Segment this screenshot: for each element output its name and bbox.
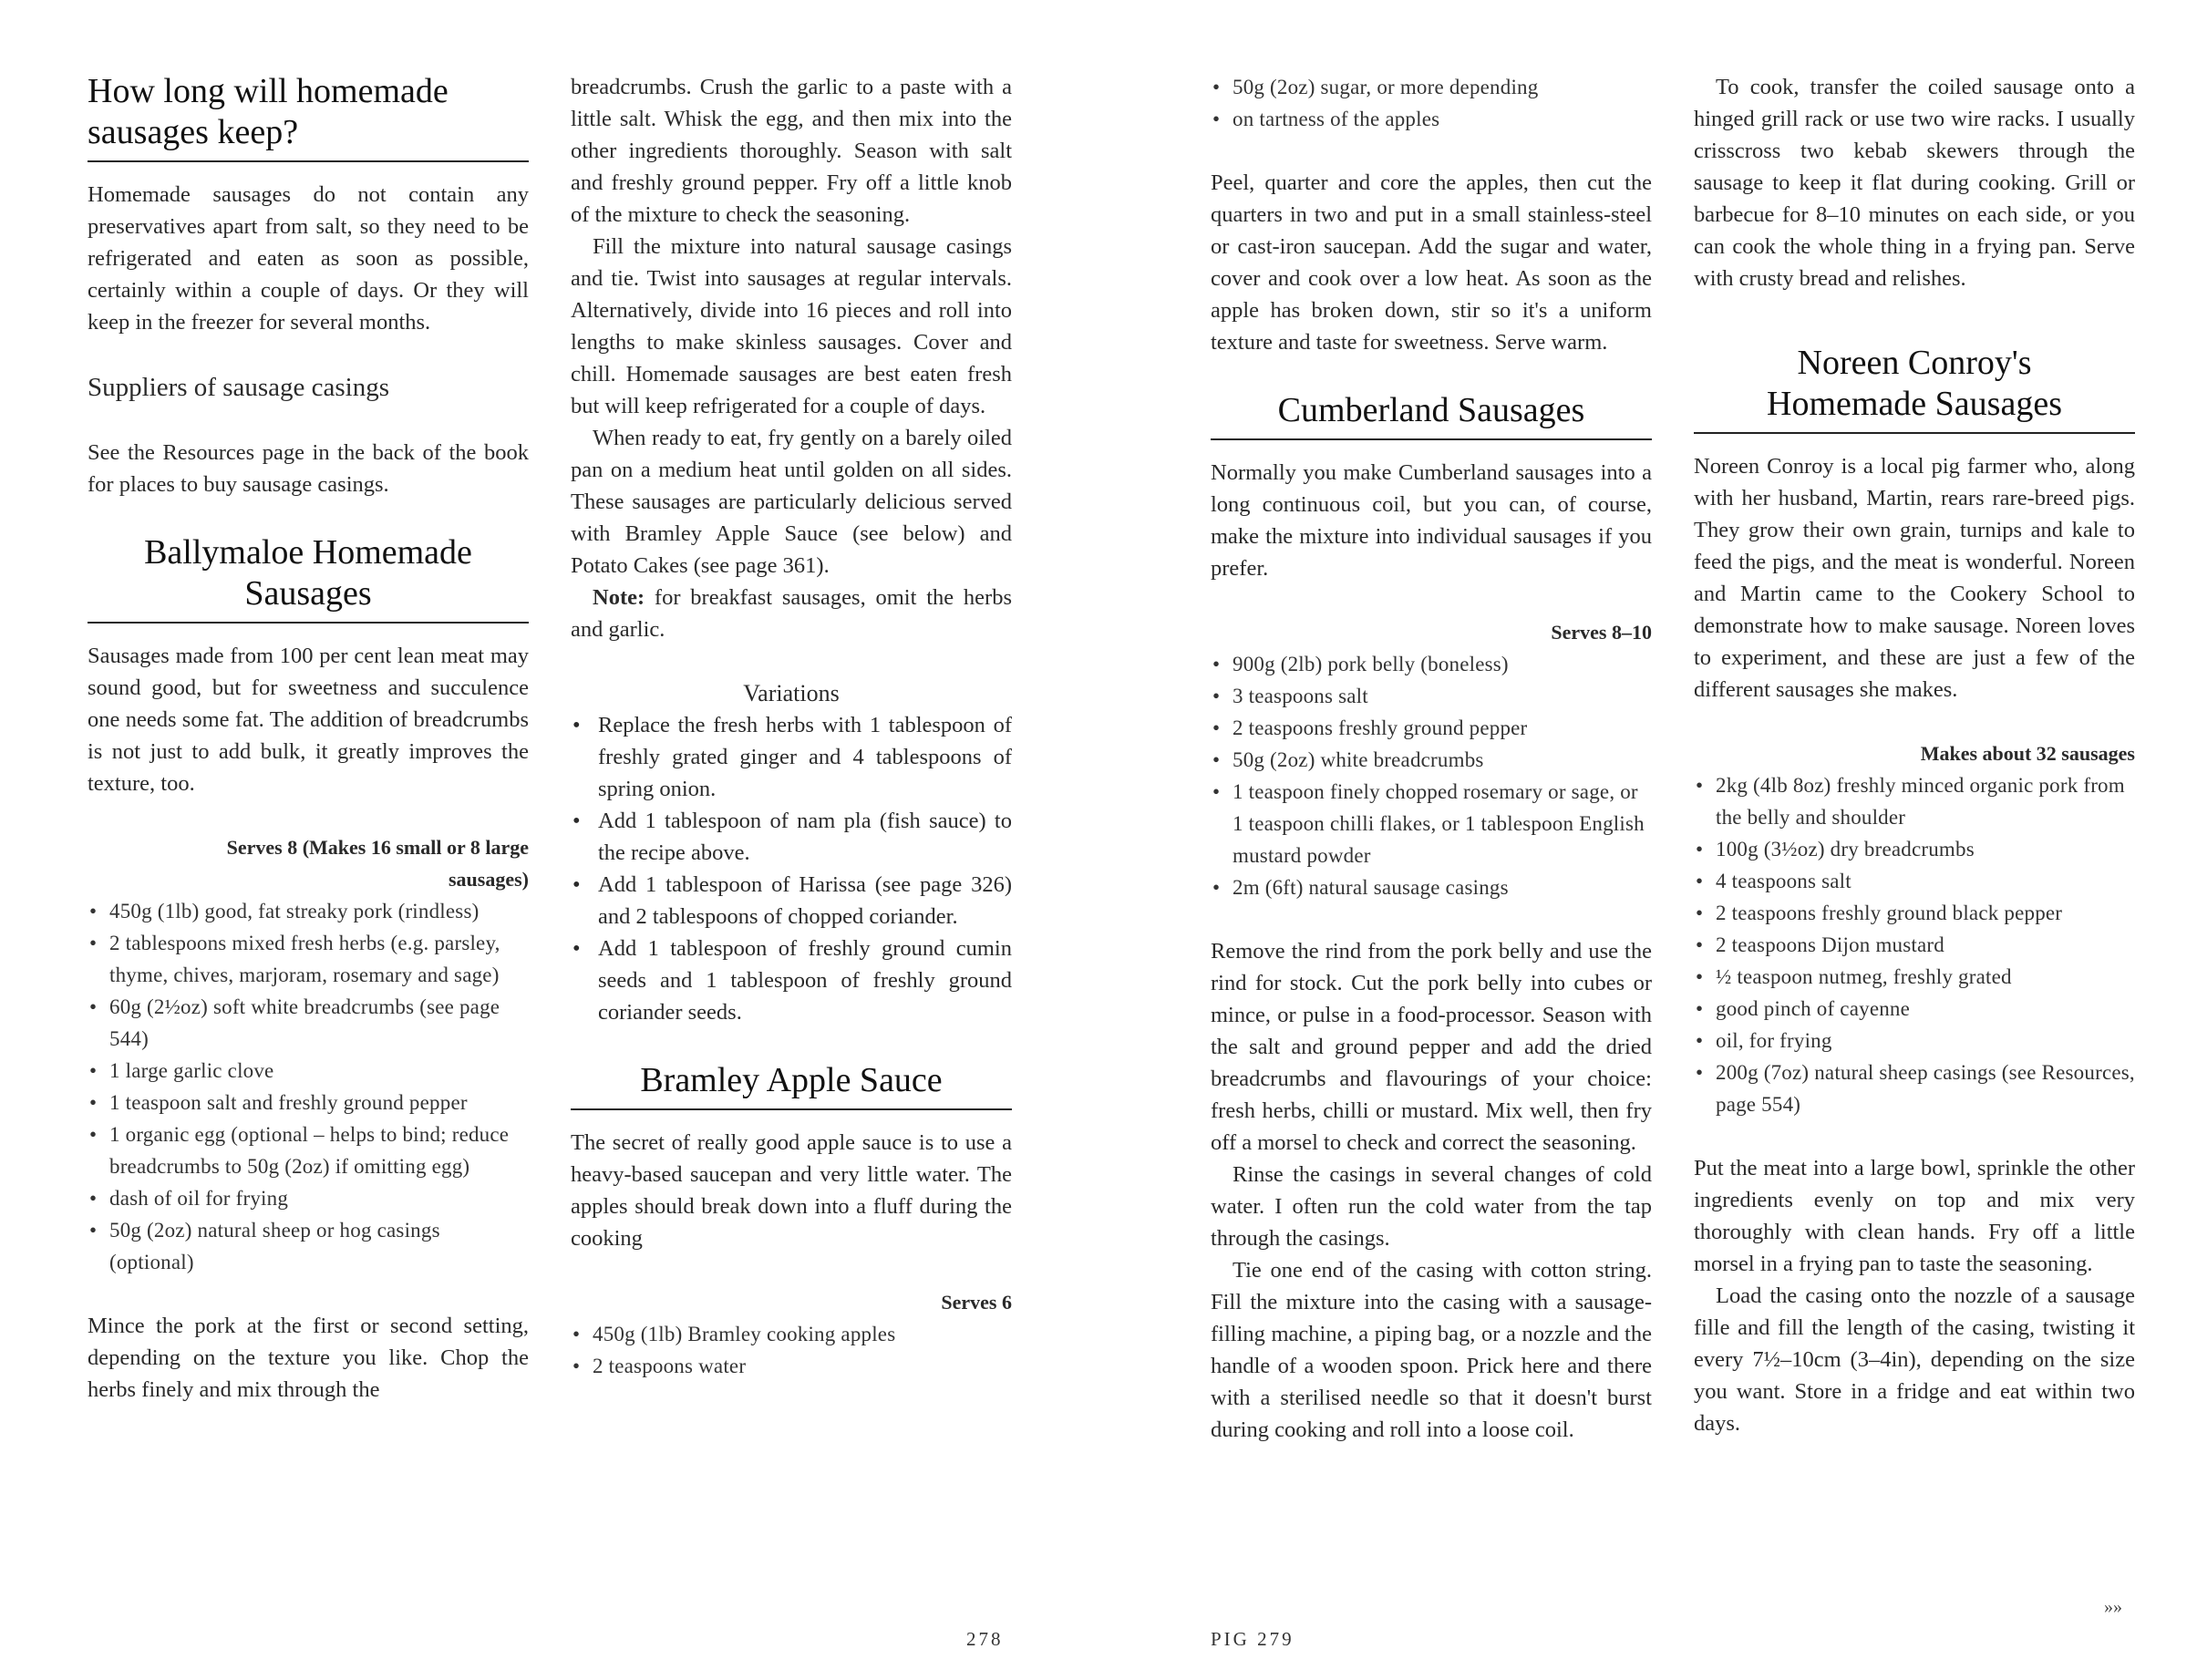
- ballymaloe-serves: Serves 8 (Makes 16 small or 8 large sausages): [226, 836, 529, 891]
- ingredient-item: • good pinch of cayenne: [1694, 993, 2135, 1025]
- ingredient-item: • 450g (1lb) Bramley cooking apples: [571, 1318, 1012, 1350]
- right-page-column-1: [1211, 71, 1652, 1446]
- ingredient-item: • 2 teaspoons Dijon mustard: [1694, 929, 2135, 961]
- bramley-serves: Serves 6: [941, 1291, 1012, 1314]
- cumberland-method-1: Remove the rind from the pork belly and use the rind for stock. Cut the pork belly into cubes or mince, or pulse in a food-processor. Season with the salt and ground pepper and add the dried breadcrumbs and flavourings of your choice: fresh herbs, chilli or mustard. Mix well, then fry off a morsel to check and correct the seasoning.: [1211, 939, 1652, 1155]
- variation-item: • Add 1 tablespoon of freshly ground cumin seeds and 1 tablespoon of freshly ground coriander seeds.: [571, 933, 1012, 1028]
- ingredient-item: • 50g (2oz) natural sheep or hog casings (optional): [88, 1214, 529, 1278]
- ballymaloe-recipe-title: Ballymaloe Homemade Sausages: [88, 532, 529, 624]
- variation-item: • Add 1 tablespoon of nam pla (fish sauce) to the recipe above.: [571, 805, 1012, 869]
- ingredient-item: • 1 organic egg (optional – helps to bind; reduce breadcrumbs to 50g (2oz) if omitting egg): [88, 1118, 529, 1182]
- ingredient-item: • 1 teaspoon finely chopped rosemary or sage, or 1 teaspoon chilli flakes, or 1 tablespoon English mustard powder: [1211, 776, 1652, 871]
- ballymaloe-method-fill: Fill the mixture into natural sausage casings and tie. Twist into sausages at regular intervals. Alternatively, divide into 16 pieces and roll into lengths to make skinless sausages. Cover and chill. Homemade sausages are best eaten fresh but will keep refrigerated for a couple of days.: [571, 234, 1012, 418]
- continued-mark: »»: [2104, 1597, 2122, 1617]
- variation-item: • Replace the fresh herbs with 1 tablespoon of freshly grated ginger and 4 tablespoons of spring onion.: [571, 709, 1012, 805]
- heading-homemade-sausages-keep: How long will homemade sausages keep?: [88, 71, 529, 162]
- ingredient-item: • oil, for frying: [1694, 1025, 2135, 1056]
- ingredient-item: • 2kg (4lb 8oz) freshly minced organic pork from the belly and shoulder: [1694, 769, 2135, 833]
- ballymaloe-ingredients-list: [88, 895, 529, 1278]
- page-number-left: 278: [966, 1628, 1004, 1650]
- ingredient-item: • 450g (1lb) good, fat streaky pork (rindless): [88, 895, 529, 927]
- bramley-method: Peel, quarter and core the apples, then cut the quarters in two and put in a small stainless-steel or cast-iron saucepan. Add the sugar and water, cover and cook over a low heat. As soon as the apple has broken down, stir so it's a uniform texture and taste for sweetness. Serve warm.: [1211, 170, 1652, 355]
- cumberland-method-4: To cook, transfer the coiled sausage onto a hinged grill rack or use two wire racks. I usually crisscross two kebab skewers through the sausage to keep it flat during cooking. Grill or barbecue for 8–10 minutes on each side, or you can cook the whole thing in a frying pan. Serve with crusty bread and relishes.: [1694, 75, 2135, 291]
- cumberland-ingredients-list: [1211, 648, 1652, 903]
- ballymaloe-method-start: Mince the pork at the first or second setting, depending on the texture you like. Chop the herbs finely and mix through the: [88, 1314, 529, 1402]
- ingredient-item: • 2 teaspoons freshly ground pepper: [1211, 712, 1652, 744]
- note-text: for breakfast sausages, omit the herbs and garlic.: [571, 585, 1012, 642]
- suppliers-heading: Suppliers of sausage casings: [88, 373, 390, 402]
- ingredient-item: • 1 large garlic clove: [88, 1055, 529, 1087]
- cumberland-intro: Normally you make Cumberland sausages into a long continuous coil, but you can, of course, make the mixture into individual sausages if you prefer.: [1211, 460, 1652, 581]
- noreen-serves: Makes about 32 sausages: [1920, 742, 2135, 765]
- ingredient-item: • 100g (3½oz) dry breadcrumbs: [1694, 833, 2135, 865]
- ingredient-item: • 4 teaspoons salt: [1694, 865, 2135, 897]
- left-page-column-1: [88, 71, 529, 1406]
- suppliers-paragraph: See the Resources page in the back of the book for places to buy sausage casings.: [88, 440, 529, 497]
- ballymaloe-intro: Sausages made from 100 per cent lean meat may sound good, but for sweetness and succulence one needs some fat. The addition of breadcrumbs is not just to add bulk, it greatly improves the texture, too.: [88, 644, 529, 796]
- bramley-intro: The secret of really good apple sauce is to use a heavy-based saucepan and very little water. The apples should break down into a fluff during the cooking: [571, 1130, 1012, 1251]
- ballymaloe-note: [571, 582, 1012, 645]
- ingredient-item: • dash of oil for frying: [88, 1182, 529, 1214]
- bramley-recipe-title: Bramley Apple Sauce: [571, 1060, 1012, 1110]
- ingredient-item: • 1 teaspoon salt and freshly ground pepper: [88, 1087, 529, 1118]
- ingredient-item: • ½ teaspoon nutmeg, freshly grated: [1694, 961, 2135, 993]
- ingredient-item: • 200g (7oz) natural sheep casings (see Resources, page 554): [1694, 1056, 2135, 1120]
- variation-item: • Add 1 tablespoon of Harissa (see page 326) and 2 tablespoons of chopped coriander.: [571, 869, 1012, 933]
- ingredient-item: • on tartness of the apples: [1211, 103, 1652, 135]
- noreen-intro: Noreen Conroy is a local pig farmer who, along with her husband, Martin, rears rare-breed pigs. They grow their own grain, turnips and kale to feed the pigs, and the meat is wonderful. Noreen and Martin came to the Cookery School to demonstrate how to make sausage. Noreen loves to experiment, and these are just a few of the different sausages she makes.: [1694, 454, 2135, 702]
- ingredient-item: • 2 teaspoons water: [571, 1350, 1012, 1382]
- ingredient-item: • 2 tablespoons mixed fresh herbs (e.g. parsley, thyme, chives, marjoram, rosemary and sage): [88, 927, 529, 991]
- cumberland-recipe-title: Cumberland Sausages: [1211, 390, 1652, 440]
- ingredient-item: • 2m (6ft) natural sausage casings: [1211, 871, 1652, 903]
- variations-heading: Variations: [743, 680, 840, 706]
- bramley-ingredients-list: [571, 1318, 1012, 1382]
- keep-paragraph: Homemade sausages do not contain any preservatives apart from salt, so they need to be refrigerated and eaten as soon as possible, certainly within a couple of days. Or they will keep in the freezer for several months.: [88, 182, 529, 335]
- ingredient-item: • 50g (2oz) white breadcrumbs: [1211, 744, 1652, 776]
- noreen-recipe-title: Noreen Conroy's Homemade Sausages: [1694, 343, 2135, 434]
- page-number-right: PIG 279: [1211, 1628, 1294, 1650]
- ingredient-item: • 50g (2oz) sugar, or more depending: [1211, 71, 1652, 103]
- ingredient-item: • 2 teaspoons freshly ground black pepper: [1694, 897, 2135, 929]
- noreen-ingredients-list: [1694, 769, 2135, 1120]
- right-page-column-2: [1694, 71, 2135, 1439]
- ingredient-item: • 3 teaspoons salt: [1211, 680, 1652, 712]
- variations-list: [571, 709, 1012, 1028]
- left-page-column-2: [571, 71, 1012, 1382]
- noreen-method-2: Load the casing onto the nozzle of a sausage fille and fill the length of the casing, twisting it every 7½–10cm (3–4in), depending on the size you want. Store in a fridge and eat within two days.: [1694, 1283, 2135, 1436]
- note-label: Note:: [593, 585, 645, 610]
- ingredient-item: • 60g (2½oz) soft white breadcrumbs (see page 544): [88, 991, 529, 1055]
- cumberland-method-3: Tie one end of the casing with cotton string. Fill the mixture into the casing with a sausage-filling machine, a piping bag, or a nozzle and the handle of a wooden spoon. Prick here and there with a sterilised needle so that it doesn't burst during cooking and roll into a loose coil.: [1211, 1258, 1652, 1442]
- noreen-method-1: Put the meat into a large bowl, sprinkle the other ingredients evenly on top and mix very thoroughly with clean hands. Fry off a little morsel in a frying pan to taste the seasoning.: [1694, 1156, 2135, 1276]
- cumberland-method-2: Rinse the casings in several changes of cold water. I often run the cold water from the tap through the casings.: [1211, 1162, 1652, 1251]
- cumberland-serves: Serves 8–10: [1551, 621, 1652, 644]
- ingredient-item: • 900g (2lb) pork belly (boneless): [1211, 648, 1652, 680]
- bramley-ingredients-list-cont: [1211, 71, 1652, 135]
- ballymaloe-method-fry: When ready to eat, fry gently on a barely oiled pan on a medium heat until golden on all sides. These sausages are particularly delicious served with Bramley Apple Sauce (see below) and Potato Cakes (see page 361).: [571, 426, 1012, 578]
- ballymaloe-method-cont: breadcrumbs. Crush the garlic to a paste with a little salt. Whisk the egg, and then mix into the other ingredients thoroughly. Season with salt and freshly ground pepper. Fry off a little knob of the mixture to check the seasoning.: [571, 75, 1012, 227]
